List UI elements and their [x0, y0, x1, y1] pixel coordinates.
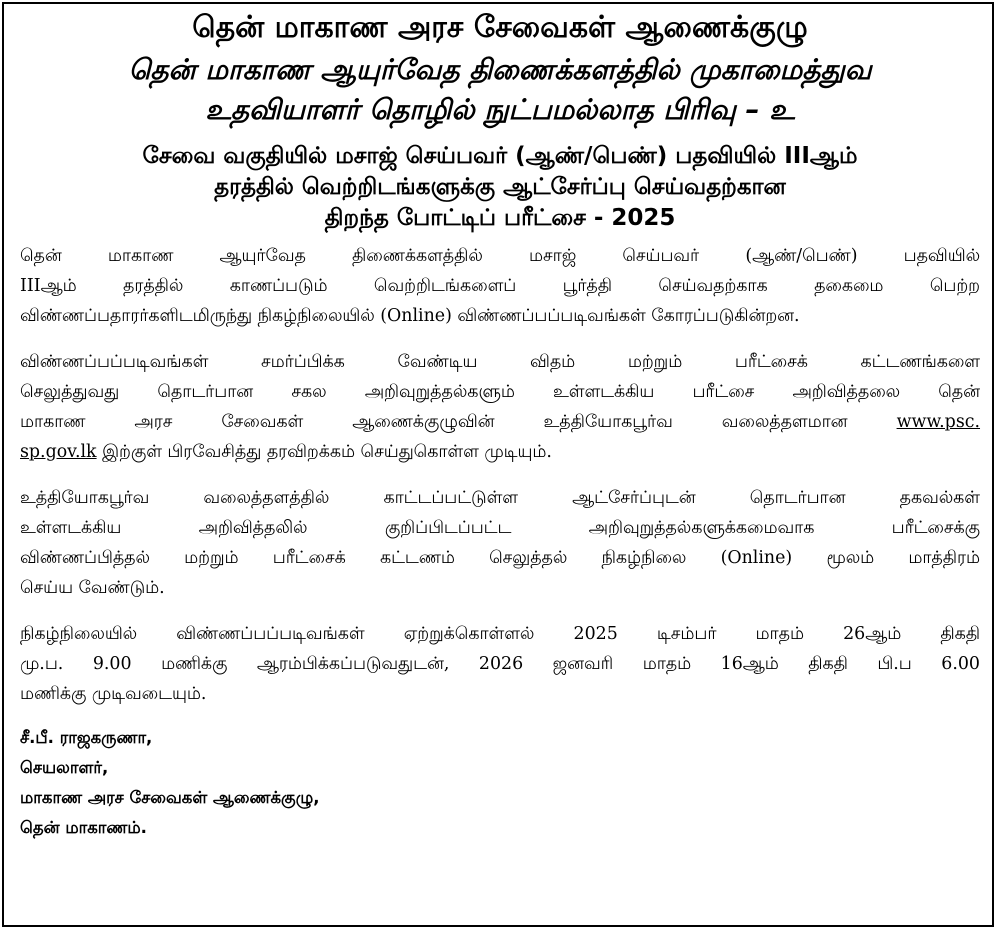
- paragraph-line: மணிக்கு முடிவடையும்.: [20, 684, 207, 704]
- paragraph-line: செய்ய வேண்டும்.: [20, 578, 165, 598]
- paragraph-applications-called: [20, 241, 980, 331]
- paragraph-line: நிகழ்நிலையில் விண்ணப்பப்படிவங்கள் ஏற்றுக்கொள்ளல் 2025 டிசம்பர் மாதம் 26ஆம் திகதி: [20, 624, 980, 644]
- paragraph-line: செலுத்துவது தொடர்பான சகல அறிவுறுத்தல்களும் உள்ளடக்கிய பரீட்சை அறிவித்தலை தென்: [20, 382, 980, 402]
- paragraph-dates: [20, 619, 980, 709]
- paragraph-line: [20, 407, 980, 437]
- website-link-continued[interactable]: sp.gov.lk: [20, 442, 97, 462]
- signature-block: [20, 723, 980, 843]
- paragraph-online-requirement: [20, 483, 980, 603]
- paragraph-instructions: [20, 347, 980, 467]
- signatory-organization: மாகாண அரச சேவைகள் ஆணைக்குழு,: [20, 788, 320, 807]
- paragraph-line: விண்ணப்பப்படிவங்கள் சமர்ப்பிக்க வேண்டிய விதம் மற்றும் பரீட்சைக் கட்டணங்களை: [20, 352, 980, 372]
- exam-title-line-3: திறந்த போட்டிப் பரீட்சை - 2025: [324, 205, 676, 231]
- website-link[interactable]: www.psc.: [896, 412, 981, 432]
- paragraph-line: உள்ளடக்கிய அறிவித்தலில் குறிப்பிடப்பட்ட அறிவுறுத்தல்களுக்கமைவாக பரீட்சைக்கு: [20, 518, 980, 538]
- department-title: தென் மாகாண ஆயுர்வேத திணைக்களத்தில் முகாமைத்துவ: [128, 53, 872, 86]
- paragraph-line: தென் மாகாண ஆயுர்வேத திணைக்களத்தில் மசாஜ் செய்பவர் (ஆண்/பெண்) பதவியில்: [20, 246, 980, 266]
- commission-title: தென் மாகாண அரச சேவைகள் ஆணைக்குழு: [192, 10, 808, 45]
- signatory-location: தென் மாகாணம்.: [20, 818, 147, 837]
- paragraph-line: மு.ப. 9.00 மணிக்கு ஆரம்பிக்கப்படுவதுடன், 2026 ஜனவரி மாதம் 16ஆம் திகதி பி.ப 6.00: [20, 654, 980, 674]
- signatory-name: சீ.பீ. ராஜகருணா,: [20, 728, 153, 747]
- paragraph-line: உத்தியோகபூர்வ வலைத்தளத்தில் காட்டப்பட்டுள்ள ஆட்சேர்ப்புடன் தொடர்பான தகவல்கள்: [20, 488, 980, 508]
- paragraph-line: [20, 437, 980, 467]
- paragraph-text: இற்குள் பிரவேசித்து தரவிறக்கம் செய்துகொள்ள முடியும்.: [96, 442, 552, 462]
- paragraph-line: IIIஆம் தரத்தில் காணப்படும் வெற்றிடங்களைப் பூர்த்தி செய்வதற்காக தகைமை பெற்ற: [20, 276, 980, 296]
- paragraph-line: விண்ணப்பித்தல் மற்றும் பரீட்சைக் கட்டணம் செலுத்தல் நிகழ்நிலை (Online) மூலம் மாத்திரம்: [20, 548, 980, 568]
- exam-title-line-2: தரத்தில் வெற்றிடங்களுக்கு ஆட்சேர்ப்பு செய்வதற்கான: [214, 174, 786, 200]
- division-title: உதவியாளர் தொழில் நுட்பமல்லாத பிரிவு – உ: [205, 93, 795, 126]
- paragraph-line: விண்ணப்பதாரர்களிடமிருந்து நிகழ்நிலையில் (Online) விண்ணப்பப்படிவங்கள் கோரப்படுகின்றன.: [20, 306, 800, 326]
- signatory-title: செயலாளர்,: [20, 758, 109, 777]
- exam-title-line-1: சேவை வகுதியில் மசாஜ் செய்பவர் (ஆண்/பெண்) பதவியில் IIIஆம்: [142, 143, 858, 169]
- paragraph-text: மாகாண அரச சேவைகள் ஆணைக்குழுவின் உத்தியோகபூர்வ வலைத்தளமான: [20, 412, 848, 432]
